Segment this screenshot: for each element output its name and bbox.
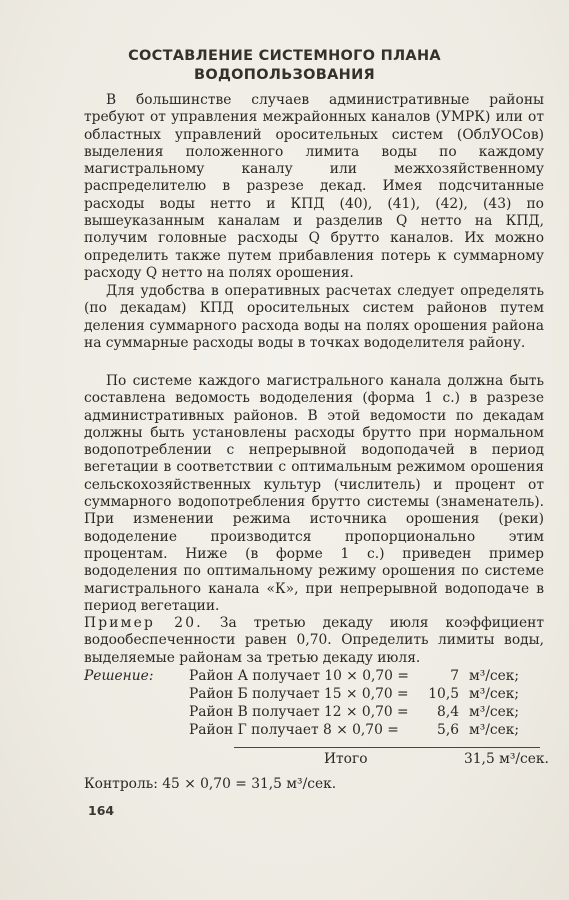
paragraph-1: [84, 92, 544, 282]
row-unit: м³/сек;: [469, 668, 520, 684]
section-heading: [0, 47, 569, 85]
row-result: 10,5: [428, 686, 459, 702]
solution-label: Решение:: [84, 668, 154, 684]
total-label: Итого: [324, 751, 368, 767]
row-description: Район А получает 10 ⨯ 0,70 =: [189, 668, 409, 684]
solution-block: [84, 668, 544, 743]
heading-line-1: СОСТАВЛЕНИЕ СИСТЕМНОГО ПЛАНА: [128, 48, 441, 64]
row-description: Район Г получает 8 ⨯ 0,70 =: [189, 722, 399, 738]
total-row: [84, 750, 549, 768]
paragraph-2-text: Для удобства в оперативных расчетах следует определять (по декадам) КПД оросительных систем районов путем деления суммарного расхода воды на полях орошения района на суммарные расходы воды в точках вододелителя району.: [84, 283, 544, 351]
row-result: 7: [450, 668, 459, 684]
solution-row: [189, 704, 539, 722]
solution-row: [189, 686, 539, 704]
row-description: Район В получает 12 ⨯ 0,70 =: [189, 704, 409, 720]
row-result: 8,4: [437, 704, 459, 720]
paragraph-1-text: В большинстве случаев административные районы требуют от управления межрайонных каналов (УМРК) или от областных управлений оросительных систем (ОблУОСов) выделения положенного лимита воды по каждому магистральному каналу или межхозяйственному распределителю в разрезе декад. Имея подсчитанные расходы воды нетто и КПД (40), (41), (42), (43) по вышеуказанным каналам и разделив Q нетто на КПД, получим головные расходы Q брутто каналов. Их можно определить также путем прибавления потерь к суммарному расходу Q нетто на полях орошения.: [84, 92, 544, 281]
control-check: Контроль: 45 ⨯ 0,70 = 31,5 м³/сек.: [84, 776, 337, 792]
row-unit: м³/сек;: [469, 704, 520, 720]
row-description: Район Б получает 15 ⨯ 0,70 =: [189, 686, 409, 702]
solution-row: [189, 668, 539, 686]
paragraph-3-text: По системе каждого магистрального канала должна быть составлена ведомость вододеления (форма 1 с.) в разрезе административных районов. В этой ведомости по декадам должны быть установлены расходы брутто при нормальном водопотреблении с непрерывной водоподачей в период вегетации в соответствии с оптимальным режимом орошения сельскохозяйственных культур (числитель) и процент от суммарного водопотребления брутто системы (знаменатель). При изменении режима источника орошения (реки) вододеление производится пропорционально этим процентам. Ниже (в форме 1 с.) приведен пример вододеления по оптимальному режиму орошения по системе магистрального канала «К», при непрерывной водоподаче в период вегетации.: [84, 373, 544, 614]
total-divider-line: [234, 747, 540, 748]
solution-row: [189, 722, 539, 740]
row-result: 5,6: [437, 722, 459, 738]
paragraph-3: [84, 373, 544, 615]
paragraph-2: [84, 283, 544, 352]
page-number: 164: [88, 803, 115, 818]
total-value: 31,5 м³/сек.: [464, 751, 549, 767]
example-text: За третью декаду июля коэффициент водообеспеченности равен 0,70. Определить лимиты воды, выделяемые районам за третью декаду июля.: [84, 615, 544, 666]
example-label: Пример 20.: [84, 615, 203, 631]
row-unit: м³/сек;: [469, 686, 520, 702]
example-paragraph: [84, 615, 544, 667]
heading-line-2: ВОДОПОЛЬЗОВАНИЯ: [193, 67, 375, 83]
example-paragraph-body: [84, 615, 544, 667]
row-unit: м³/сек;: [469, 722, 520, 738]
